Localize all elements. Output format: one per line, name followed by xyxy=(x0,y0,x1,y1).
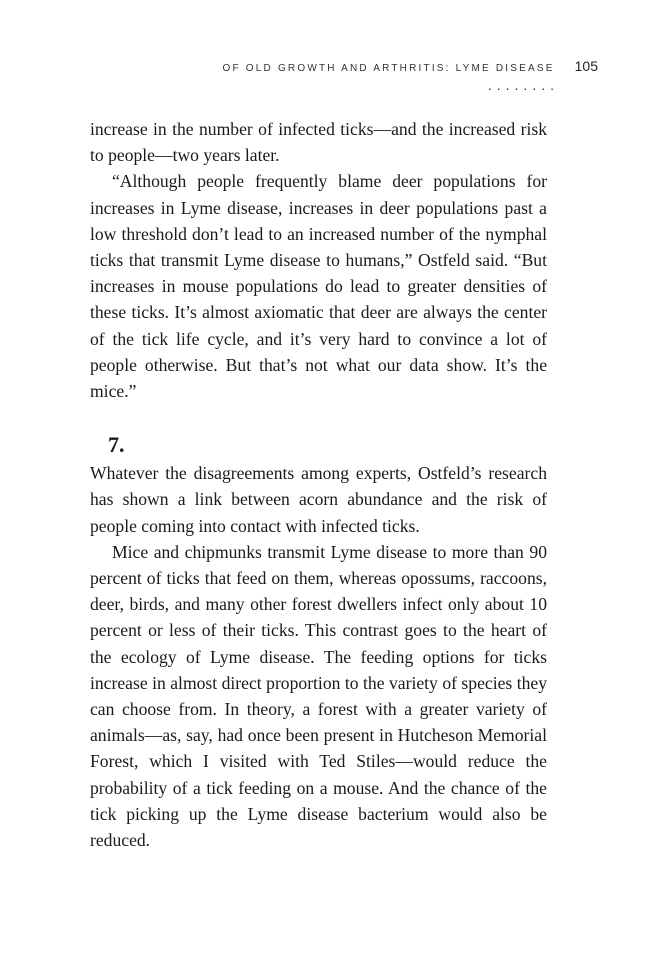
paragraph: “Although people frequently blame deer populations for increases in Lyme disease, increases in deer populations past a low threshold don’t lead to an increased number of the nymphal ticks that transmit Lyme disease to humans,” Ostfeld said. “But increases in mouse populations do lead to greater densities of these ticks. It’s almost axiomatic that deer are always the center of the tick life cycle, and it’s very hard to convince a lot of people otherwise. But that’s not what our data show. It’s the mice.” xyxy=(90,171,547,402)
page-number: 105 xyxy=(574,58,598,74)
header-ornament: ........ xyxy=(487,77,559,93)
section-number: 7. xyxy=(108,432,125,458)
paragraph: Whatever the disagreements among experts, Ostfeld’s research has shown a link between acorn abundance and the risk of people coming into contact with infected ticks. xyxy=(90,463,547,536)
paragraph: Mice and chipmunks transmit Lyme disease to more than 90 percent of ticks that feed on them, whereas opossums, raccoons, deer, birds, and many other forest dwellers infect only about 10 percent or less of their ticks. This contrast goes to the heart of the ecology of Lyme disease. The feeding options for ticks increase in almost direct proportion to the variety of species they can choose from. In theory, a forest with a greater variety of animals—as, say, had once been present in Hutcheson Memorial Forest, which I visited with Ted Stiles—would reduce the probability of a tick feeding on a mouse. And the chance of the tick picking up the Lyme disease bacterium would also be reduced. xyxy=(90,541,547,851)
page-body xyxy=(90,116,547,853)
paragraph: increase in the number of infected ticks—and the increased risk to people—two years later. xyxy=(90,119,547,166)
running-head xyxy=(223,58,598,74)
running-title: OF OLD GROWTH AND ARTHRITIS: LYME DISEASE xyxy=(222,63,555,74)
